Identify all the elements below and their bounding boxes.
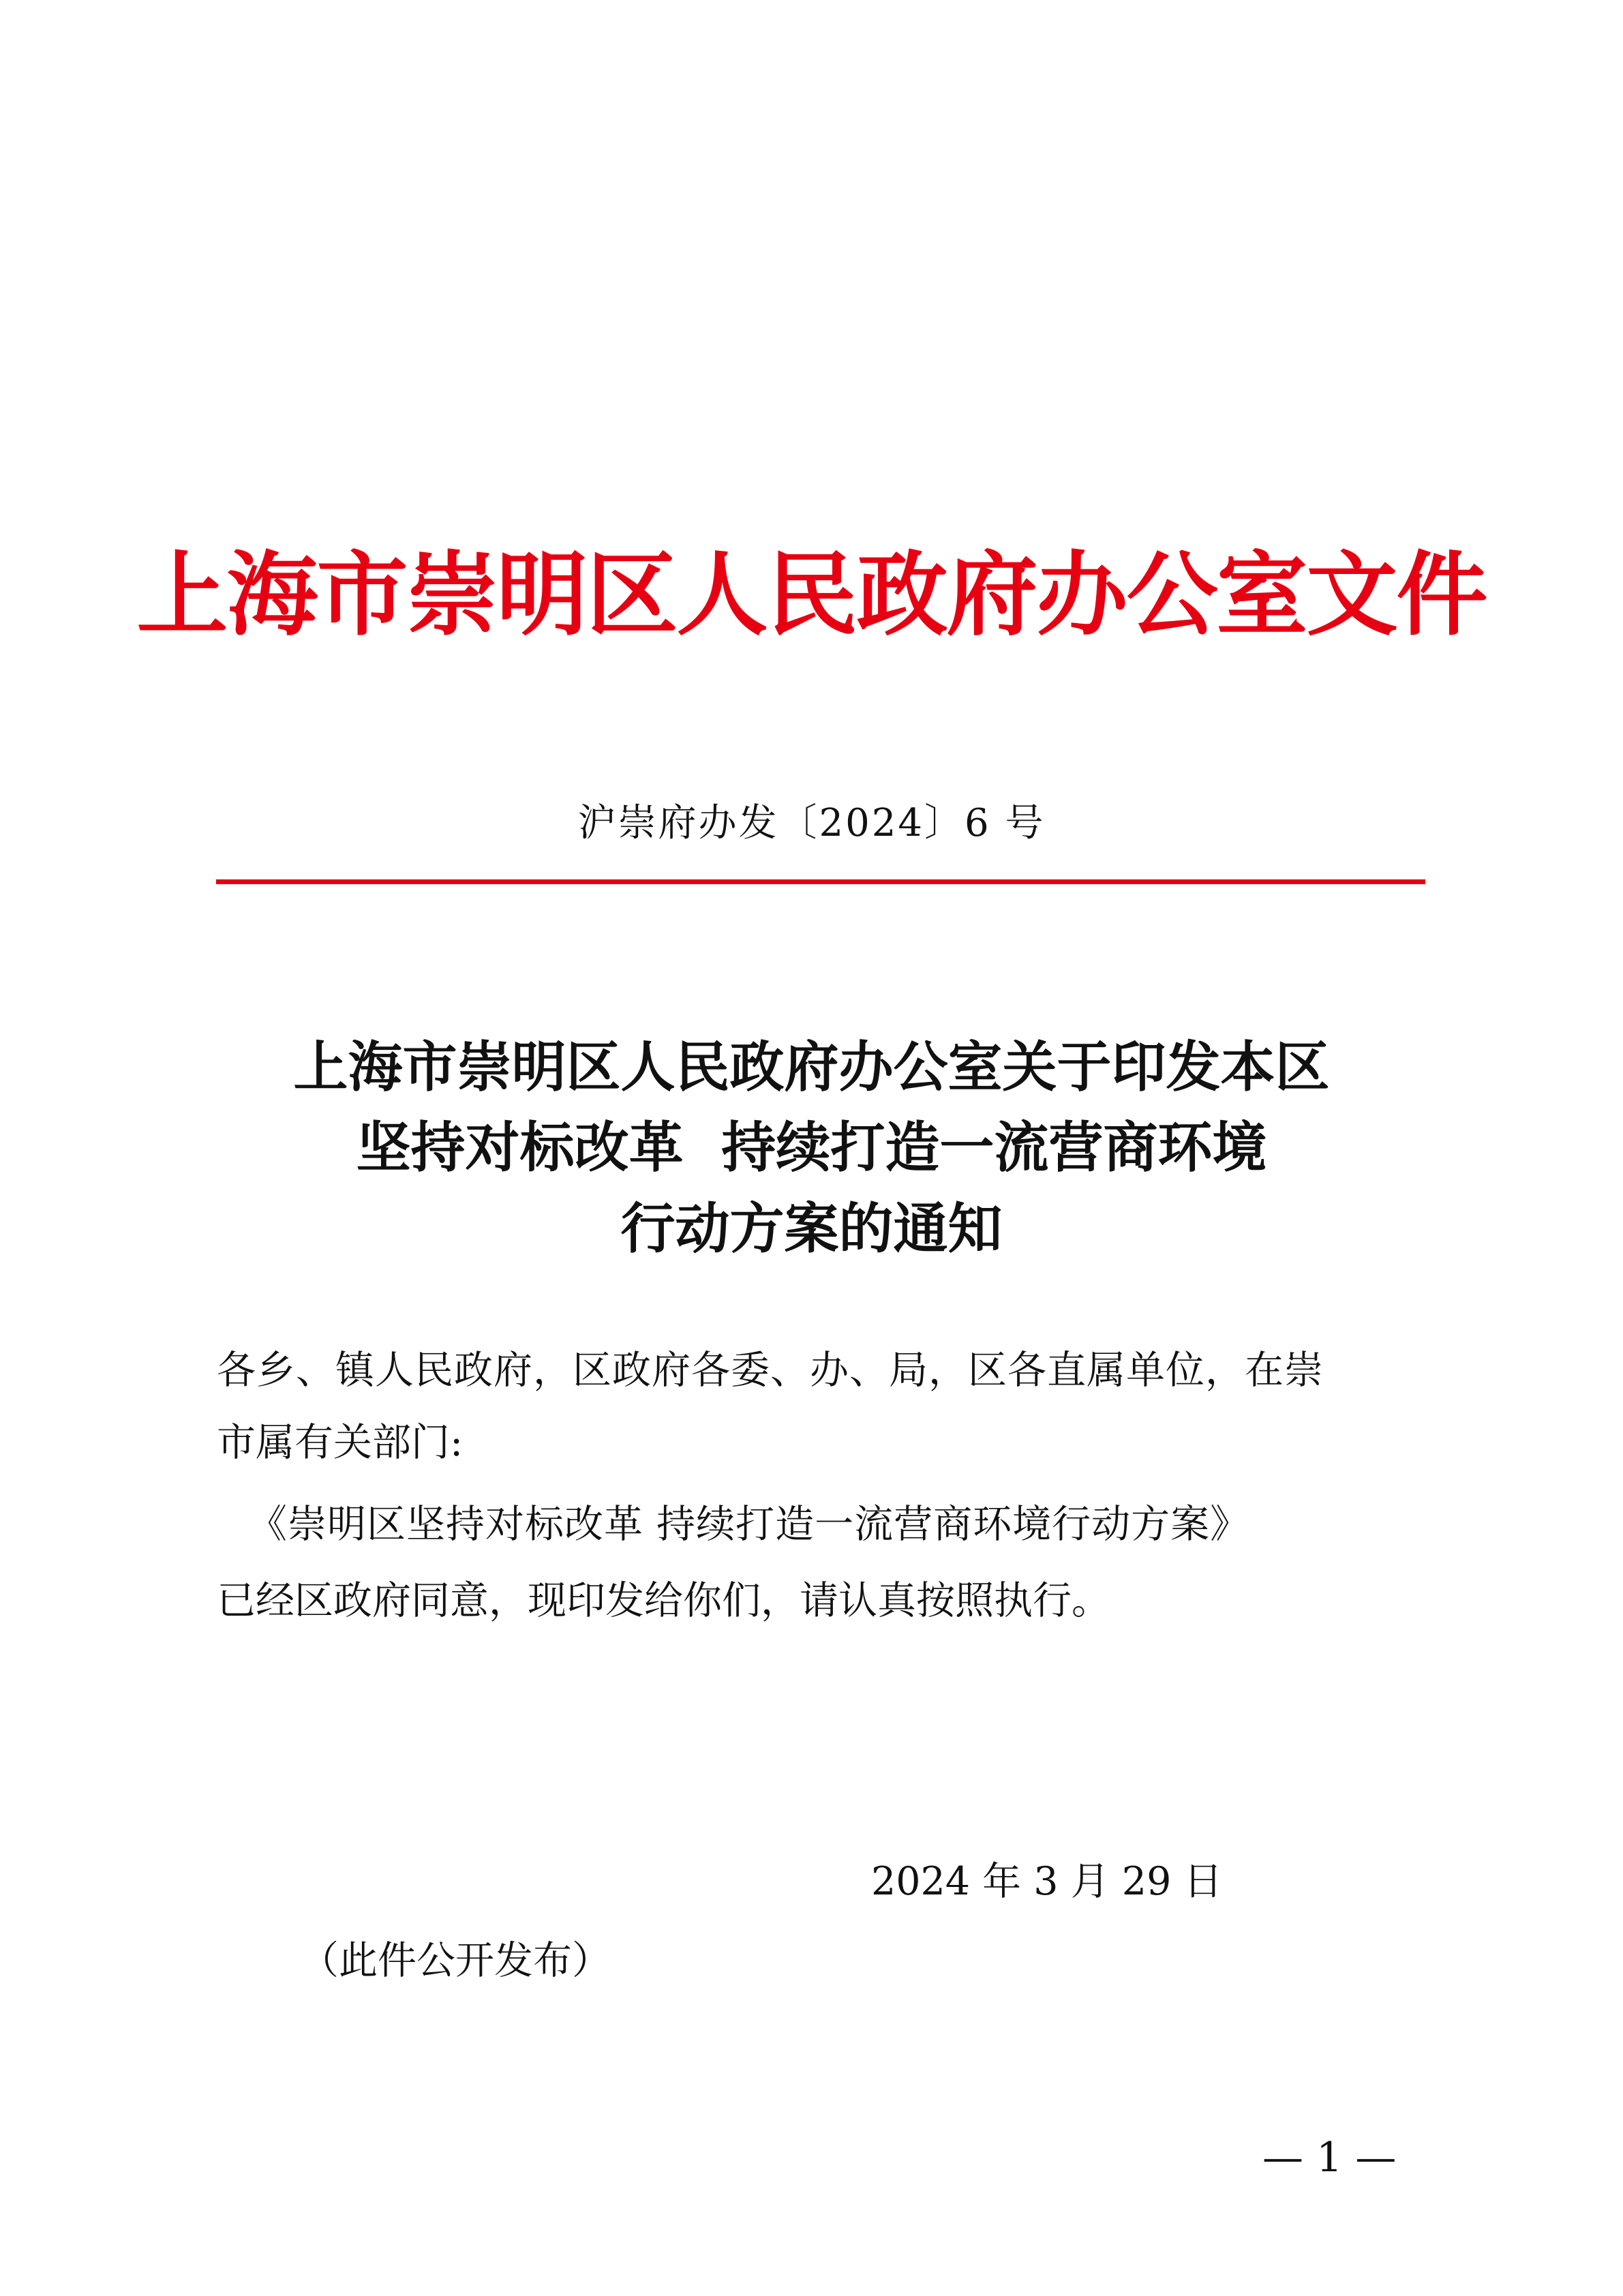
issuer-header: 上海市崇明区人民政府办公室文件: [136, 541, 1487, 648]
body-paragraph-line-2: 已经区政府同意，现印发给你们，请认真按照执行。: [217, 1578, 1110, 1623]
addressee-line-1: 各乡、镇人民政府，区政府各委、办、局，区各直属单位，在崇: [217, 1348, 1324, 1393]
document-number: 沪崇府办发〔2024〕6 号: [577, 801, 1046, 845]
document-title-line-3: 行动方案的通知: [620, 1196, 1003, 1260]
red-divider-line: [216, 879, 1425, 884]
body-paragraph-line-1: 《崇明区坚持对标改革 持续打造一流营商环境行动方案》: [248, 1502, 1250, 1547]
publication-note: （此件公开发布）: [300, 1938, 611, 1983]
document-title-line-1: 上海市崇明区人民政府办公室关于印发本区: [293, 1035, 1330, 1099]
document-title-line-2: 坚持对标改革 持续打造一流营商环境: [356, 1115, 1267, 1179]
addressee-line-2: 市属有关部门:: [217, 1420, 464, 1465]
issue-date: 2024 年 3 月 29 日: [871, 1859, 1223, 1904]
page-number: — 1 —: [1262, 2134, 1397, 2181]
